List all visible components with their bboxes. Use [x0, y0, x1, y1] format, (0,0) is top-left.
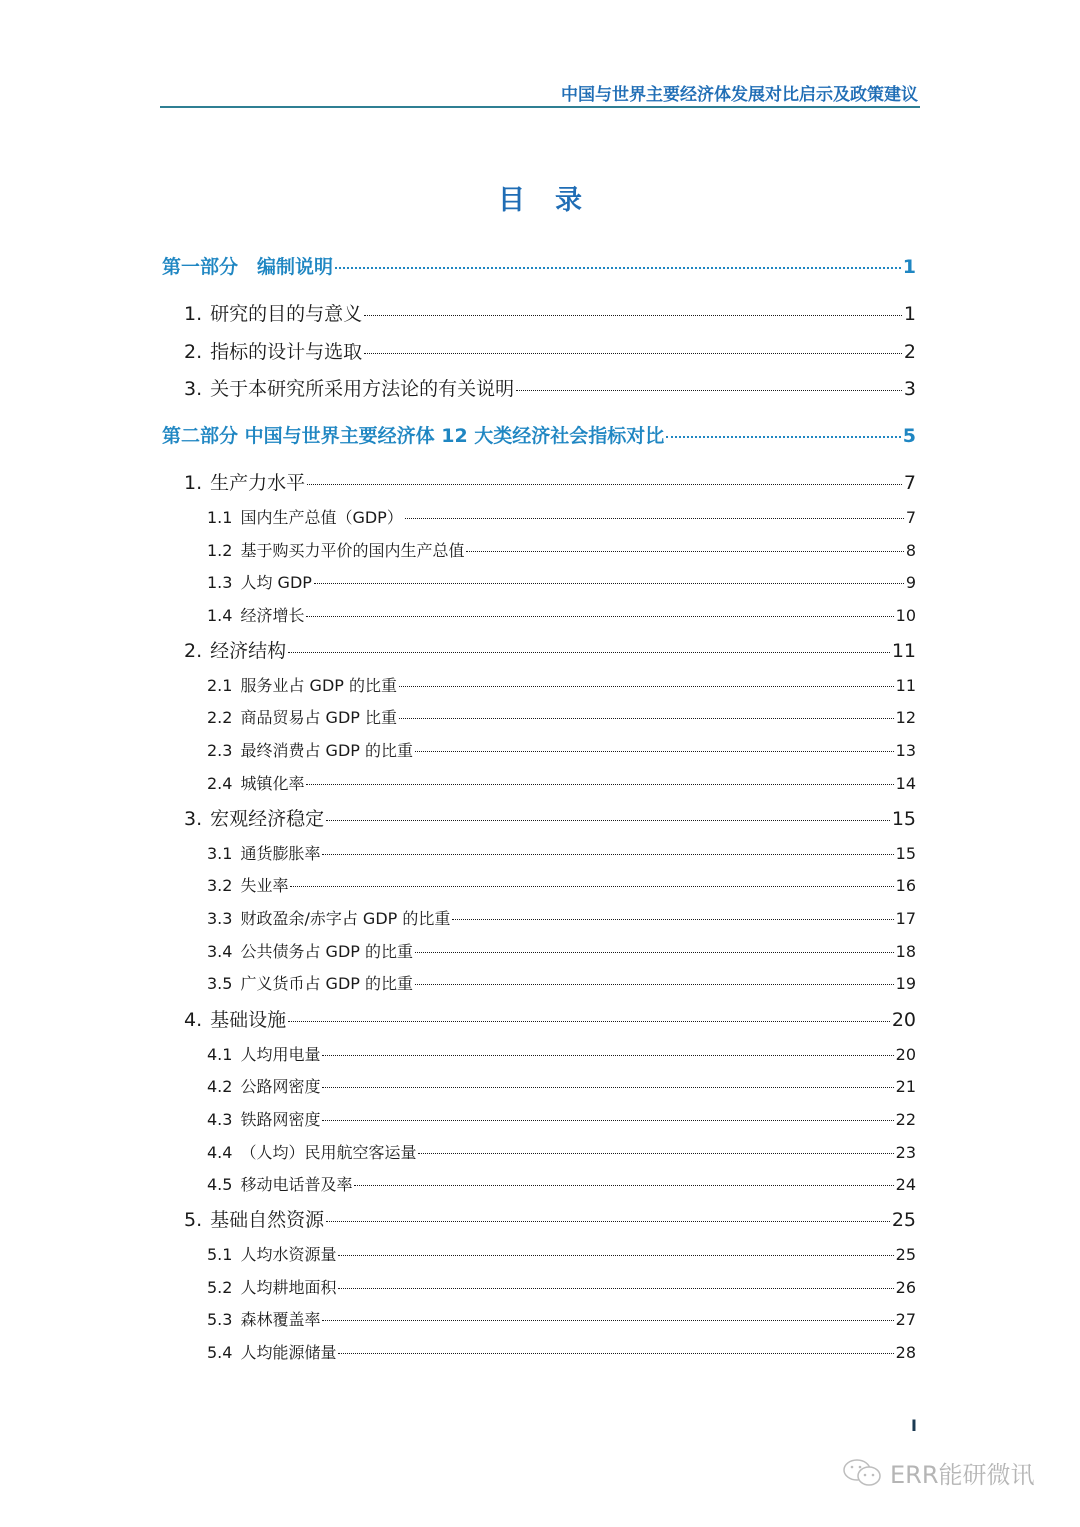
toc-subentry[interactable] [162, 603, 916, 626]
dot-leader [364, 353, 902, 354]
toc-entry-page: 1 [903, 303, 916, 325]
toc-entry-label: 人均能源储量 [240, 1343, 337, 1362]
toc-entry-page: 7 [905, 508, 916, 527]
toc-entry-page: 5 [902, 425, 916, 447]
toc-entry-label: 服务业占 GDP 的比重 [240, 676, 397, 695]
toc-entry-label: 城镇化率 [240, 774, 305, 793]
toc-entry-number: 3.5 [207, 974, 233, 993]
toc-entry-page: 28 [895, 1343, 916, 1362]
toc-entry-page: 26 [895, 1278, 916, 1297]
dot-leader [306, 784, 893, 785]
toc-part-1[interactable] [162, 252, 916, 279]
toc-entry-label: 人均用电量 [240, 1045, 321, 1064]
toc-entry-number: 3.3 [207, 909, 233, 928]
toc-entry-page: 11 [891, 640, 916, 662]
dot-leader [418, 1153, 893, 1154]
toc-entry-number: 3.2 [207, 876, 233, 895]
toc-entry-page: 20 [895, 1045, 916, 1064]
toc-entry-page: 3 [903, 378, 916, 400]
header-divider [160, 106, 920, 108]
toc-entry-number: 3. [184, 378, 203, 400]
toc-entry-number: 4.2 [207, 1077, 233, 1096]
toc-subentry[interactable] [162, 1307, 916, 1330]
toc-subentry[interactable] [162, 906, 916, 929]
dot-leader [338, 1353, 893, 1354]
dot-leader [290, 886, 893, 887]
dot-leader [335, 267, 901, 269]
toc-entry[interactable] [162, 468, 916, 495]
dot-leader [364, 315, 902, 316]
toc-entry-label: 宏观经济稳定 [210, 808, 325, 830]
toc-entry-page: 16 [895, 876, 916, 895]
toc-subentry[interactable] [162, 673, 916, 696]
toc-entry-number: 5.1 [207, 1245, 233, 1264]
toc-entry-page: 17 [895, 909, 916, 928]
toc-entry-number: 2.1 [207, 676, 233, 695]
toc-entry-number: 5.2 [207, 1278, 233, 1297]
toc-entry-label: 经济结构 [210, 640, 287, 662]
toc-subentry[interactable] [162, 1242, 916, 1265]
dot-leader [322, 1320, 893, 1321]
toc-entry-page: 1 [902, 256, 916, 278]
toc-entry[interactable] [162, 337, 916, 364]
toc-entry-page: 20 [891, 1009, 916, 1031]
toc-subentry[interactable] [162, 1042, 916, 1065]
page-number: I [911, 1416, 917, 1435]
toc-entry-label: 商品贸易占 GDP 比重 [240, 708, 397, 727]
toc-subentry[interactable] [162, 1140, 916, 1163]
toc-entry-label: 研究的目的与意义 [210, 303, 363, 325]
toc-subentry[interactable] [162, 705, 916, 728]
toc-entry-number: 1.2 [207, 541, 233, 560]
dot-leader [354, 1185, 893, 1186]
dot-leader [326, 1221, 890, 1222]
toc-subentry[interactable] [162, 538, 916, 561]
toc-subentry[interactable] [162, 738, 916, 761]
toc-entry-page: 7 [903, 472, 916, 494]
toc-entry-label: 铁路网密度 [240, 1110, 321, 1129]
toc-entry-label: 通货膨胀率 [240, 844, 321, 863]
toc-entry-label: 人均耕地面积 [240, 1278, 337, 1297]
dot-leader [322, 854, 893, 855]
dot-leader [405, 518, 904, 519]
toc-entry-number: 3.1 [207, 844, 233, 863]
toc-subentry[interactable] [162, 841, 916, 864]
toc-entry-page: 11 [895, 676, 916, 695]
toc-entry-page: 27 [895, 1310, 916, 1329]
toc-subentry[interactable] [162, 1074, 916, 1097]
toc-subentry[interactable] [162, 1275, 916, 1298]
toc-entry-page: 12 [895, 708, 916, 727]
toc-entry-label: 基础自然资源 [210, 1209, 325, 1231]
toc-entry-page: 21 [895, 1077, 916, 1096]
toc-entry-page: 23 [895, 1143, 916, 1162]
toc-entry-number: 4.5 [207, 1175, 233, 1194]
dot-leader [338, 1288, 893, 1289]
toc-entry-label: 经济增长 [240, 606, 305, 625]
toc-entry-number: 3. [184, 808, 203, 830]
toc-part-2[interactable] [162, 421, 916, 448]
toc-entry-label: 财政盈余/赤字占 GDP 的比重 [240, 909, 451, 928]
toc-entry-page: 10 [895, 606, 916, 625]
toc-entry-page: 9 [905, 573, 916, 592]
toc-entry-page: 24 [895, 1175, 916, 1194]
toc-entry-number: 3.4 [207, 942, 233, 961]
dot-leader [314, 583, 904, 584]
toc-entry-page: 19 [895, 974, 916, 993]
toc-subentry[interactable] [162, 1172, 916, 1195]
toc-entry-label: 人均 GDP [240, 573, 312, 592]
toc-subentry[interactable] [162, 771, 916, 794]
toc-entry-number: 1.1 [207, 508, 233, 527]
toc-entry-number: 1.4 [207, 606, 233, 625]
toc-subentry[interactable] [162, 971, 916, 994]
toc-entry-number: 2. [184, 341, 203, 363]
dot-leader [415, 751, 894, 752]
dot-leader [322, 1055, 893, 1056]
toc-subentry[interactable] [162, 1107, 916, 1130]
toc-entry-label: 第一部分 编制说明 [162, 256, 334, 278]
dot-leader [399, 718, 894, 719]
toc-entry[interactable] [162, 1005, 916, 1032]
toc-entry-page: 22 [895, 1110, 916, 1129]
toc-entry-number: 4. [184, 1009, 203, 1031]
toc-entry[interactable] [162, 636, 916, 663]
toc-entry-number: 4.3 [207, 1110, 233, 1129]
toc-entry-label: 基于购买力平价的国内生产总值 [240, 541, 465, 560]
toc-entry-number: 1. [184, 303, 203, 325]
toc-entry-label: （人均）民用航空客运量 [240, 1143, 417, 1162]
toc-entry-number: 1.3 [207, 573, 233, 592]
toc-entry-page: 15 [891, 808, 916, 830]
toc-entry-page: 25 [891, 1209, 916, 1231]
toc-entry-number: 5.4 [207, 1343, 233, 1362]
running-header-title: 中国与世界主要经济体发展对比启示及政策建议 [561, 85, 918, 105]
toc-entry-number: 2.3 [207, 741, 233, 760]
dot-leader [415, 952, 894, 953]
toc-entry[interactable] [162, 804, 916, 831]
dot-leader [466, 551, 903, 552]
toc-entry-label: 人均水资源量 [240, 1245, 337, 1264]
toc-entry-number: 2. [184, 640, 203, 662]
toc-entry-label: 移动电话普及率 [240, 1175, 353, 1194]
toc-entry-page: 15 [895, 844, 916, 863]
toc-entry-label: 第二部分 中国与世界主要经济体 12 大类经济社会指标对比 [162, 425, 665, 447]
watermark [842, 1455, 1035, 1490]
toc-entry-number: 4.1 [207, 1045, 233, 1064]
dot-leader [322, 1087, 893, 1088]
toc-entry-label: 森林覆盖率 [240, 1310, 321, 1329]
toc-entry-page: 25 [895, 1245, 916, 1264]
toc-entry[interactable] [162, 374, 916, 401]
toc-entry-label: 最终消费占 GDP 的比重 [240, 741, 413, 760]
toc-entry-label: 指标的设计与选取 [210, 341, 363, 363]
toc-subentry[interactable] [162, 505, 916, 528]
toc-entry-page: 18 [895, 942, 916, 961]
toc-subentry[interactable] [162, 939, 916, 962]
dot-leader [306, 616, 893, 617]
dot-leader [307, 484, 902, 485]
toc-entry[interactable] [162, 1205, 916, 1232]
dot-leader [666, 436, 900, 438]
toc-entry-number: 1. [184, 472, 203, 494]
toc-entry-label: 基础设施 [210, 1009, 287, 1031]
wechat-icon [842, 1458, 884, 1488]
dot-leader [415, 984, 894, 985]
dot-leader [326, 820, 890, 821]
toc-entry-number: 2.2 [207, 708, 233, 727]
toc-entry-number: 2.4 [207, 774, 233, 793]
toc-entry-label: 失业率 [240, 876, 289, 895]
toc-entry-number: 5.3 [207, 1310, 233, 1329]
toc-title: 目录 [498, 185, 612, 216]
toc-entry-label: 关于本研究所采用方法论的有关说明 [210, 378, 515, 400]
toc-entry-page: 8 [905, 541, 916, 560]
toc-subentry[interactable] [162, 873, 916, 896]
dot-leader [288, 1021, 890, 1022]
toc-entry-label: 公共债务占 GDP 的比重 [240, 942, 413, 961]
toc-entry-page: 14 [895, 774, 916, 793]
dot-leader [338, 1255, 893, 1256]
toc-entry-number: 5. [184, 1209, 203, 1231]
dot-leader [516, 390, 902, 391]
toc-entry-label: 公路网密度 [240, 1077, 321, 1096]
dot-leader [288, 652, 890, 653]
toc-entry-number: 4.4 [207, 1143, 233, 1162]
toc-entry-label: 国内生产总值（GDP） [240, 508, 403, 527]
toc-entry-label: 生产力水平 [210, 472, 306, 494]
dot-leader [399, 686, 894, 687]
toc-entry-page: 2 [903, 341, 916, 363]
toc-entry[interactable] [162, 299, 916, 326]
dot-leader [322, 1120, 893, 1121]
watermark-text: ERR能研微讯 [890, 1461, 1035, 1489]
dot-leader [452, 919, 893, 920]
toc-subentry[interactable] [162, 1340, 916, 1363]
toc-subentry[interactable] [162, 570, 916, 593]
toc-entry-label: 广义货币占 GDP 的比重 [240, 974, 413, 993]
toc-entry-page: 13 [895, 741, 916, 760]
